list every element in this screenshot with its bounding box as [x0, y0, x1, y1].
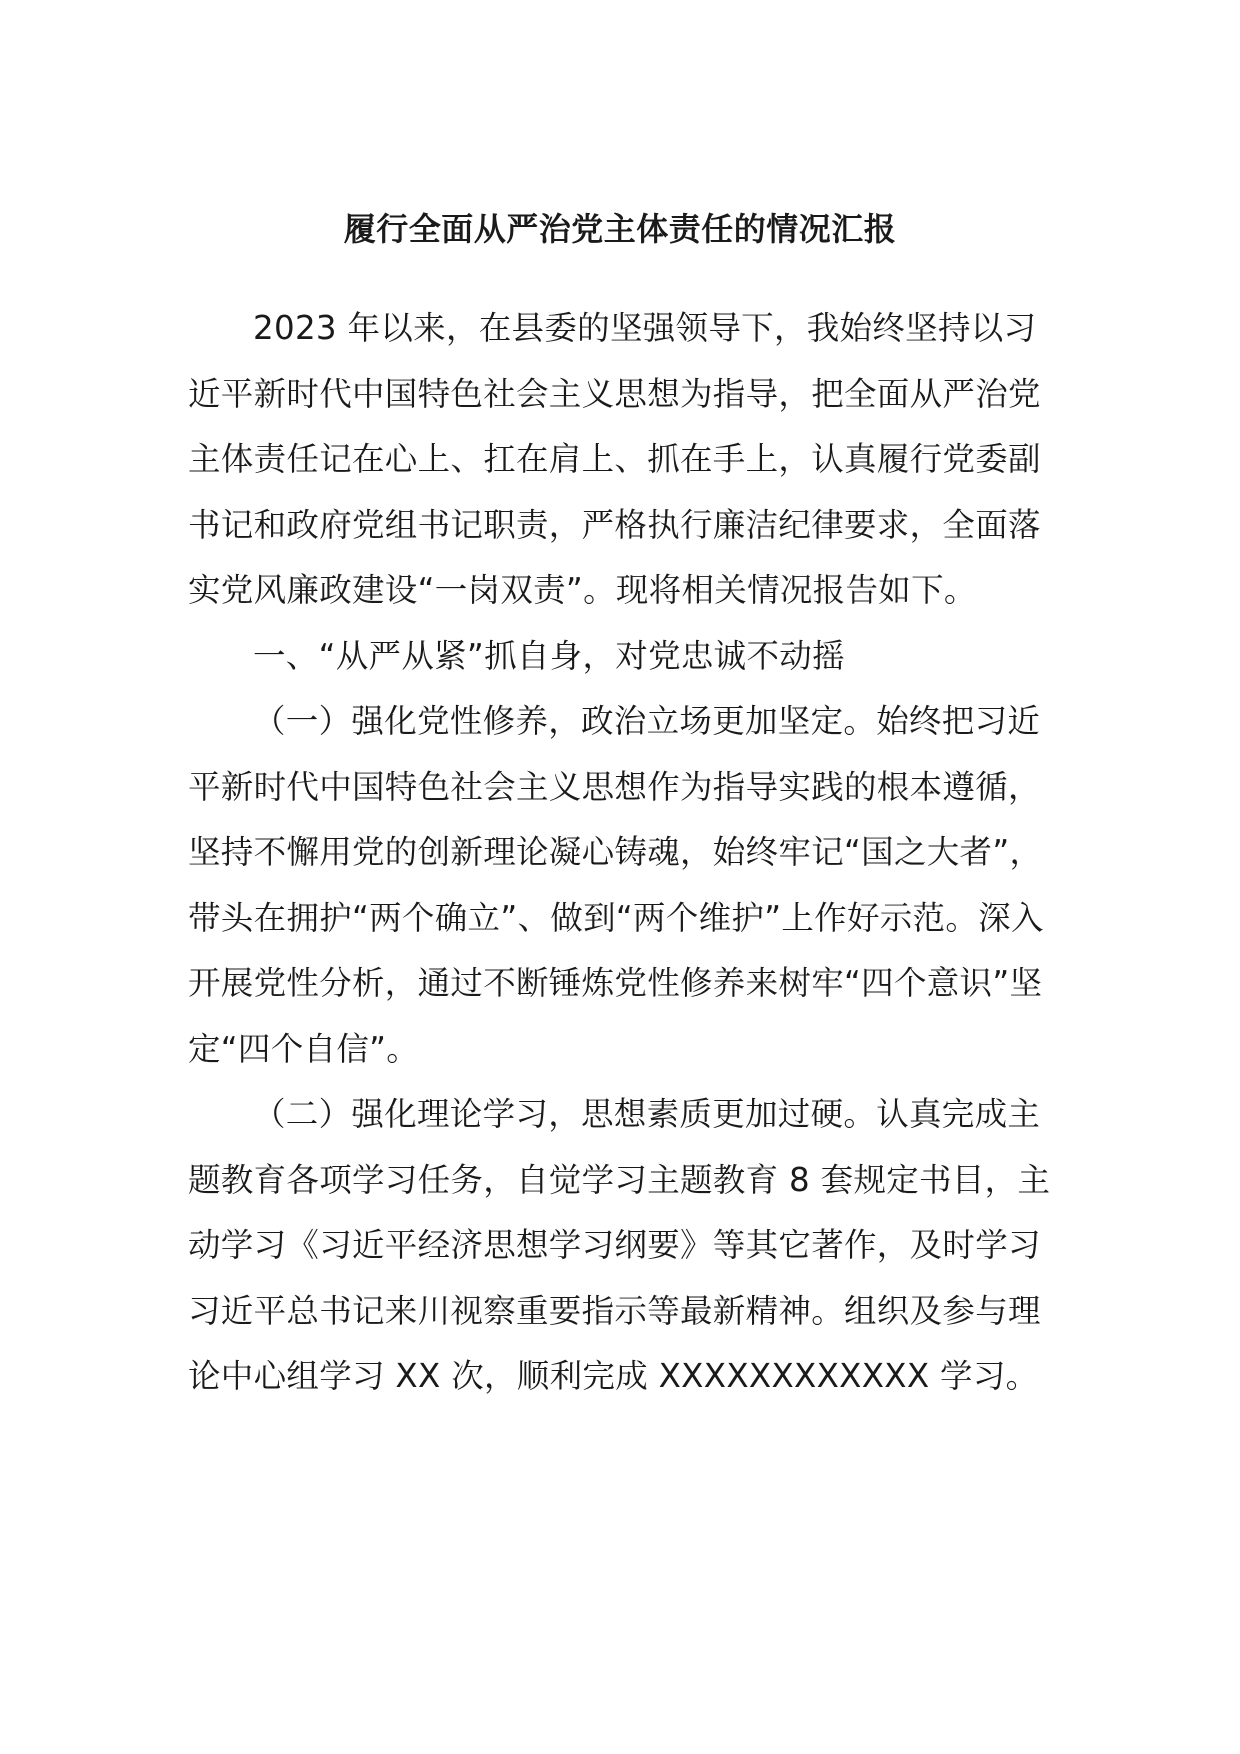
document-body [188, 296, 1068, 1410]
document-title: 履行全面从严治党主体责任的情况汇报 [343, 210, 897, 248]
subsection-paragraph-1: （一）强化党性修养，政治立场更加坚定。始终把习近平新时代中国特色社会主义思想作为指导实践的根本遵循，坚持不懈用党的创新理论凝心铸魂，始终牢记“国之大者”，带头在拥护“两个确立”、做到“两个维护”上作好示范。深入开展党性分析，通过不断锤炼党性修养来树牢“四个意识”坚定“四个自信”。 [188, 702, 1044, 1068]
intro-paragraph: 2023 年以来，在县委的坚强领导下，我始终坚持以习近平新时代中国特色社会主义思想为指导，把全面从严治党主体责任记在心上、扛在肩上、抓在手上，认真履行党委副书记和政府党组书记职责，严格执行廉洁纪律要求，全面落实党风廉政建设“一岗双责”。现将相关情况报告如下。 [188, 309, 1041, 609]
subsection-paragraph-2: （二）强化理论学习，思想素质更加过硬。认真完成主题教育各项学习任务，自觉学习主题教育 8 套规定书目，主动学习《习近平经济思想学习纲要》等其它著作，及时学习习近平总书记来川视察重要指示等最新精神。组织及参与理论中心组学习 XX 次，顺利完成 XXXXXXXXXXXX 学习。 [188, 1095, 1051, 1395]
section-heading-1: 一、“从严从紧”抓自身，对党忠诚不动摇 [253, 636, 845, 675]
